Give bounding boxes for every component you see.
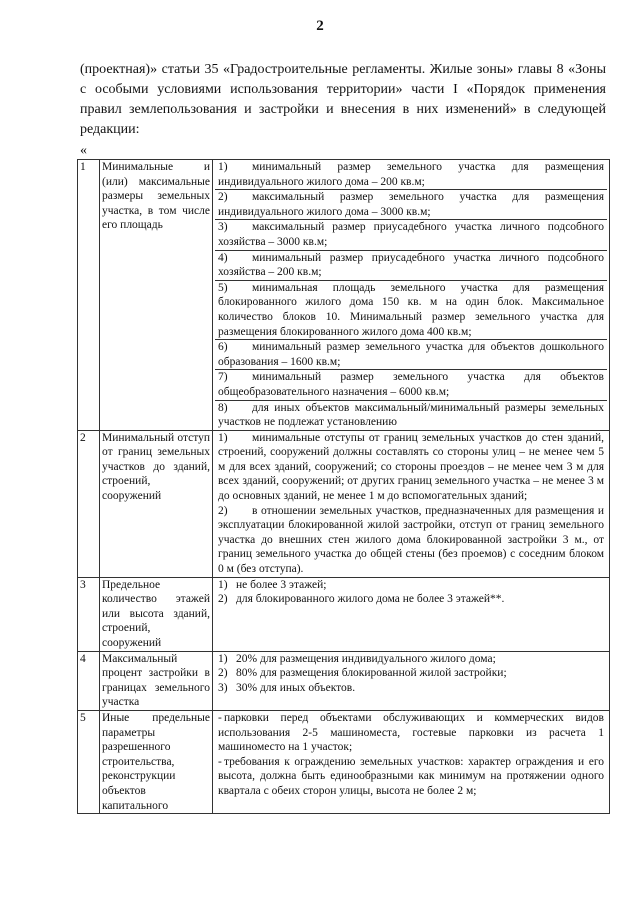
item-text: максимальный размер приусадебного участка личного подсобного хозяйства – 3000 кв.м;	[218, 221, 604, 248]
opening-quote: «	[80, 143, 87, 158]
item-text: для иных объектов максимальный/минимальный размеры земельных участков не подлежат установлению	[218, 401, 604, 429]
item-marker: 1)	[218, 652, 228, 665]
value-item	[215, 189, 607, 219]
parameter-name: Минимальный отступ от границ земельных участков до зданий, строений, сооружений	[100, 430, 213, 577]
value-item	[215, 666, 607, 681]
item-text: минимальный размер приусадебного участка личного подсобного хозяйства – 200 кв.м;	[218, 251, 604, 279]
value-item	[215, 431, 607, 504]
value-item	[215, 578, 607, 593]
table-row	[78, 710, 610, 813]
row-number: 1	[78, 160, 100, 431]
item-marker: 5)	[218, 281, 228, 294]
value-item	[215, 711, 607, 755]
item-marker: 2)	[218, 191, 228, 204]
table-row	[78, 651, 610, 710]
item-text: минимальный размер земельного участка для объектов дошкольного образования – 1600 кв.м;	[218, 341, 604, 368]
item-marker: 7)	[218, 371, 228, 384]
item-text: максимальный размер земельного участка для размещения индивидуального жилого дома – 3000 кв.м;	[218, 191, 604, 218]
value-item	[215, 652, 607, 667]
parameter-name: Иные предельные параметры разрешенного строительства, реконструкции объектов капитального	[100, 710, 213, 813]
parameter-value-cell	[213, 577, 610, 651]
value-item	[215, 160, 607, 189]
item-text: 30% для иных объектов.	[236, 681, 356, 694]
row-number: 5	[78, 710, 100, 813]
intro-paragraph: (проектная)» статьи 35 «Градостроительные регламенты. Жилые зоны» главы 8 «Зоны с особыми условиями использования территории» части I «Порядок применения правил землепользования и застройки и внесения в них изменений» в следующей редакции:	[80, 62, 606, 137]
parameter-value-cell	[213, 710, 610, 813]
item-marker: 6)	[218, 341, 228, 354]
item-marker: -	[218, 755, 222, 768]
item-marker: 3)	[218, 221, 228, 234]
parameter-value-cell	[213, 160, 610, 431]
value-item	[215, 250, 607, 280]
item-marker: 8)	[218, 401, 228, 414]
item-marker: 3)	[218, 681, 228, 694]
value-item	[215, 592, 607, 607]
value-item	[215, 755, 607, 799]
item-marker: 1)	[218, 578, 228, 591]
row-number: 2	[78, 430, 100, 577]
intro-section	[80, 60, 606, 140]
item-marker: 2)	[218, 667, 228, 680]
item-marker: 1)	[218, 431, 228, 444]
parameter-name: Предельное количество этажей или высота зданий, строений, сооружений	[100, 577, 213, 651]
row-number: 3	[78, 577, 100, 651]
regulations-table-body	[78, 160, 610, 814]
item-text: в отношении земельных участков, предназначенных для размещения и эксплуатации блокированной жилой застройки, отступ от границ земельного участка до внешних стен жилого дома блокированной застройки 3 м., от границ земельного участка до общей стены (без проемов) с соседним блоком 0 м (без отступа).	[218, 504, 604, 576]
value-item	[215, 339, 607, 369]
regulations-table	[77, 159, 610, 814]
value-item	[215, 280, 607, 339]
parameter-name: Максимальный процент застройки в границах земельного участка	[100, 651, 213, 710]
item-marker: -	[218, 711, 222, 724]
item-text: парковки перед объектами обслуживающих и коммерческих видов использования 2-5 машиноместа, гостевые парковки из расчета 1 машиноместо на 1 участок;	[218, 711, 604, 754]
table-row	[78, 430, 610, 577]
table-row	[78, 160, 610, 431]
item-text: не более 3 этажей;	[236, 578, 327, 591]
parameter-name: Минимальные и (или) максимальные размеры земельных участка, в том числе его площадь	[100, 160, 213, 431]
item-marker: 2)	[218, 593, 228, 606]
value-item	[215, 400, 607, 430]
parameter-value-cell	[213, 430, 610, 577]
value-item	[215, 369, 607, 399]
parameter-value-cell	[213, 651, 610, 710]
table-row	[78, 577, 610, 651]
item-text: 80% для размещения блокированной жилой застройки;	[236, 667, 507, 680]
item-marker: 2)	[218, 504, 228, 517]
item-text: требования к ограждению земельных участков: характер ограждения и его высота, должна быть единообразными как минимум на протяжении одного квартала с обеих сторон улицы, высота не более 2 м;	[218, 755, 604, 797]
item-marker: 1)	[218, 161, 228, 173]
item-text: минимальные отступы от границ земельных участков до стен зданий, строений, сооружений должны составлять со стороны улиц – не менее чем 5 м для всех зданий, сооружений; со стороны проездов – не менее чем 3 м для всех зданий, сооружений; от других границ земельного участка – не менее 3 м до основных зданий, не менее 1 м до вспомогательных зданий;	[218, 431, 604, 503]
item-marker: 4)	[218, 251, 228, 264]
item-text: для блокированного жилого дома не более 3 этажей**.	[236, 593, 505, 606]
item-text: минимальная площадь земельного участка для размещения блокированного жилого дома 150 кв. м на один блок. Максимальное количество блоков 10. Минимальный размер земельного участка для размещения блокированного жилого дома 400 кв.м;	[218, 281, 604, 338]
item-text: 20% для размещения индивидуального жилого дома;	[236, 652, 496, 665]
value-item	[215, 681, 607, 696]
row-number: 4	[78, 651, 100, 710]
item-text: минимальный размер земельного участка для размещения индивидуального жилого дома – 200 кв.м;	[218, 161, 604, 188]
page-number: 2	[316, 18, 324, 34]
value-item	[215, 219, 607, 249]
value-item	[215, 504, 607, 577]
item-text: минимальный размер земельного участка для объектов общеобразовательного назначения – 6000 кв.м;	[218, 371, 604, 398]
